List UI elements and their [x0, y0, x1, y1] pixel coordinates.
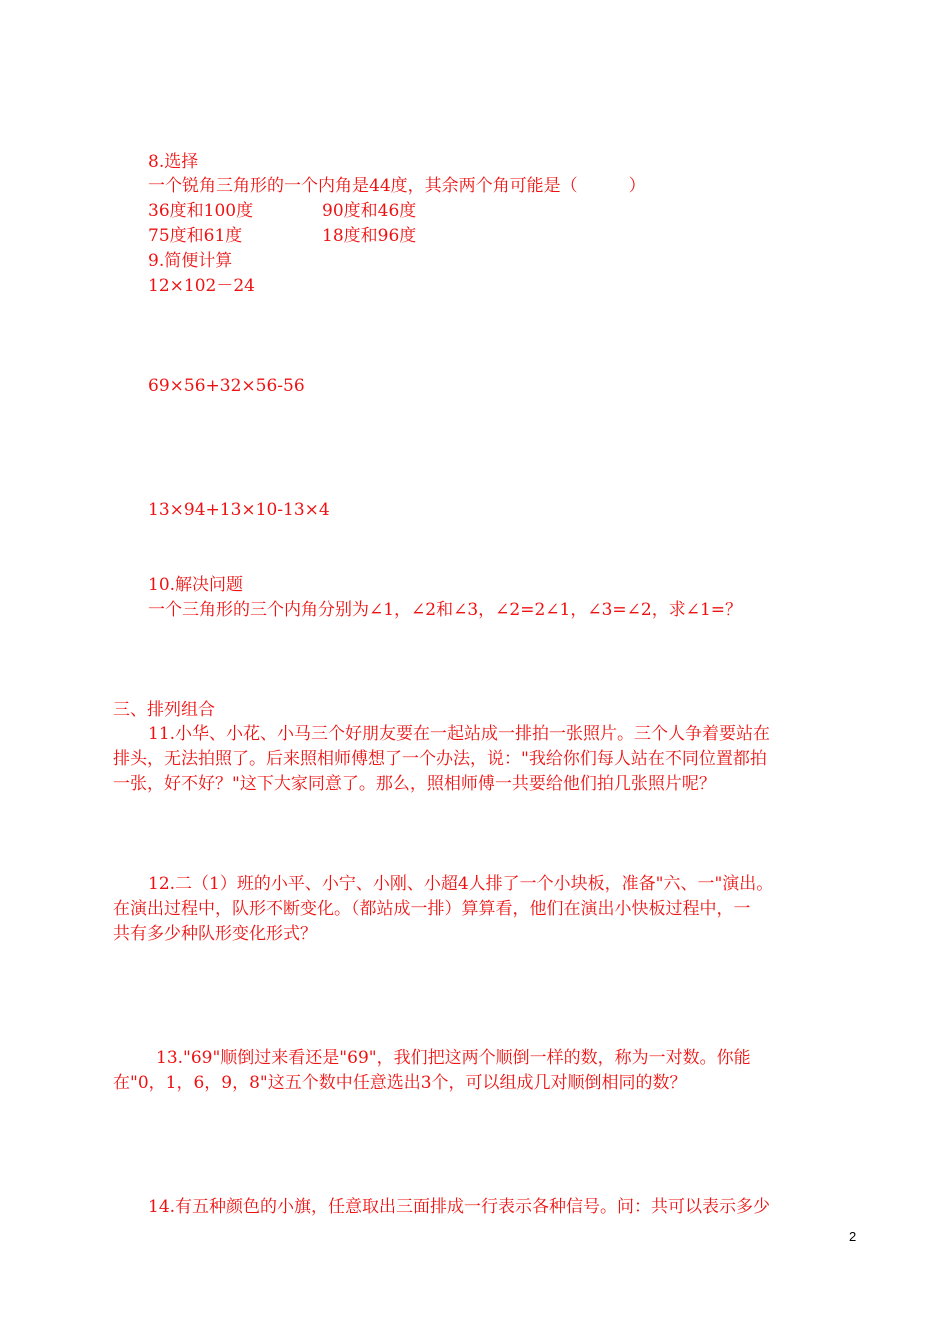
q10-heading: 10.解决问题 [148, 575, 244, 595]
q11-line-3: 一张，好不好？"这下大家同意了。那么，照相师傅一共要给他们拍几张照片呢？ [113, 774, 716, 794]
q8-heading: 8.选择 [148, 152, 199, 172]
q13-line-2: 在"0，1，6，9，8"这五个数中任意选出3个，可以组成几对顺倒相同的数？ [113, 1073, 687, 1093]
q8-option-row [148, 224, 242, 248]
calc-item-1: 12×102－24 [148, 276, 255, 296]
q10-stem: 一个三角形的三个内角分别为∠1，∠2和∠3，∠2=2∠1，∠3=∠2，求∠1=？ [148, 600, 743, 620]
page-number: 2 [849, 1229, 857, 1244]
q14-line-1: 14.有五种颜色的小旗，任意取出三面排成一行表示各种信号。问：共可以表示多少 [148, 1197, 771, 1217]
option-c: 75度和61度 [148, 226, 243, 246]
calc-item-3: 13×94+13×10-13×4 [148, 500, 330, 520]
q9-heading: 9.简便计算 [148, 251, 233, 271]
q8-stem: 一个锐角三角形的一个内角是44度，其余两个角可能是（ ） [148, 176, 646, 196]
q11-line-2: 排头，无法拍照了。后来照相师傅想了一个办法，说："我给你们每人站在不同位置都拍 [113, 749, 767, 769]
option-d: 18度和96度 [322, 226, 417, 246]
q12-line-2: 在演出过程中，队形不断变化。（都站成一排）算算看，他们在演出小快板过程中，一 [113, 899, 751, 919]
q8-option-row [148, 199, 253, 223]
q12-line-1: 12.二（1）班的小平、小宁、小刚、小超4人排了一个小块板，准备"六、一"演出。 [148, 874, 774, 894]
q11-line-1: 11.小华、小花、小马三个好朋友要在一起站成一排拍一张照片。三个人争着要站在 [148, 724, 771, 744]
option-b: 90度和46度 [322, 201, 417, 221]
option-a: 36度和100度 [148, 201, 254, 221]
calc-item-2: 69×56+32×56-56 [148, 376, 305, 396]
section-heading: 三、排列组合 [113, 700, 215, 720]
q12-line-3: 共有多少种队形变化形式？ [113, 924, 317, 944]
q13-line-1: 13."69"顺倒过来看还是"69"，我们把这两个顺倒一样的数，称为一对数。你能 [156, 1048, 751, 1068]
